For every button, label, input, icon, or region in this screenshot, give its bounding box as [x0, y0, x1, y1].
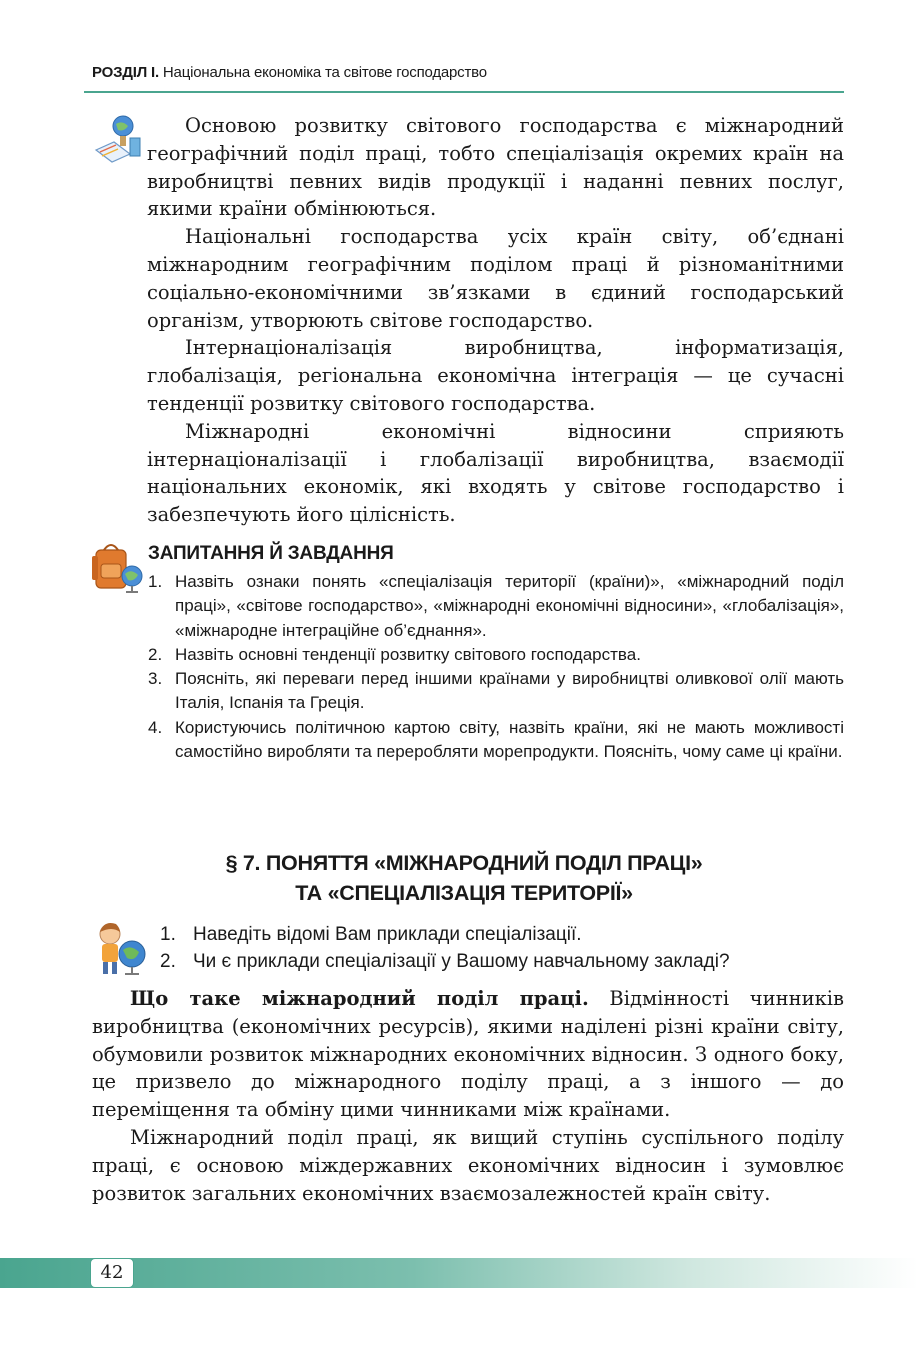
- list-item: [148, 643, 844, 667]
- item-number: 2.: [148, 644, 163, 664]
- backpack-globe-icon: [88, 538, 148, 599]
- item-text: Користуючись політичною картою світу, назвіть країни, які не мають можливості самостійно виробляти та переробляти морепродукти. Поясніть, чому саме ці країни.: [175, 717, 844, 762]
- header-section-title: Національна економіка та світове господарство: [162, 64, 487, 81]
- running-header: [92, 64, 487, 81]
- body-paragraph: [92, 985, 844, 1124]
- subheading-inline: Що таке міжнародний поділ праці.: [130, 987, 589, 1010]
- item-number: 4.: [148, 717, 163, 737]
- summary-paragraph: Міжнародні економічні відносини сприяють інтернаціоналізації і глобалізації виробництва, взаємодії національних економік, які входять у світове господарство і забезпечують його цілісність.: [147, 419, 844, 527]
- item-number: 3.: [148, 669, 163, 689]
- section-title: [84, 848, 844, 908]
- item-number: 1.: [148, 572, 163, 591]
- item-text: Назвіть ознаки понять «спеціалізація території (країни)», «міжнародний поділ праці», «світове господарство», «міжнародні економічні відносини», «глобалізація», «міжнародне інтеграційне об’єднання».: [175, 572, 844, 640]
- item-number: 2.: [160, 951, 176, 972]
- item-text: Поясніть, які переваги перед іншими країнами у виробництві оливкової олії мають Італія, Іспанія та Греція.: [175, 669, 844, 713]
- list-item: [148, 716, 844, 765]
- item-number: 1.: [160, 924, 176, 945]
- item-text: Наведіть відомі Вам приклади спеціалізації.: [193, 924, 582, 945]
- questions-list: [148, 570, 844, 764]
- list-item: [160, 921, 730, 948]
- summary-paragraph: Інтернаціоналізація виробництва, інформатизація, глобалізація, регіональна економічна інтеграція — це сучасні тенденції розвитку світового господарства.: [147, 336, 844, 415]
- list-item: [160, 948, 730, 975]
- page-number: 42: [90, 1258, 134, 1288]
- questions-heading: ЗАПИТАННЯ Й ЗАВДАННЯ: [148, 543, 394, 564]
- item-text: Назвіть основні тенденції розвитку світового господарства.: [175, 644, 641, 664]
- header-rule: [84, 91, 844, 93]
- header-section-label: РОЗДІЛ І.: [92, 64, 159, 81]
- summary-books-globe-icon: [90, 110, 146, 171]
- summary-paragraph: Основою розвитку світового господарства є міжнародний географічний поділ праці, тобто спеціалізація окремих країн на виробництві певних видів продукції і наданні певних послуг, якими країни обмінюються.: [147, 114, 844, 221]
- footer-band: [0, 1258, 918, 1288]
- item-text: Чи є приклади спеціалізації у Вашому навчальному закладі?: [193, 951, 730, 972]
- boy-globe-icon: [90, 918, 150, 983]
- section-title-line: ТА «СПЕЦІАЛІЗАЦІЯ ТЕРИТОРІЇ»: [295, 881, 633, 905]
- intro-questions: [160, 921, 730, 975]
- paragraph-text: Відмінності чинників виробництва (економічних ресурсів), якими наділені різні країни світу, обумовили розвиток міжнародних економічних відносин. З одного боку, це призвело до міжнародного поділу праці, а з іншого — до переміщення та обміну цими чинниками між країнами.: [92, 987, 844, 1122]
- summary-block: [147, 112, 844, 529]
- section-body: [92, 985, 844, 1207]
- body-paragraph: Міжнародний поділ праці, як вищий ступінь суспільного поділу праці, є основою міждержавних економічних відносин і зумовлює розвиток загальних економічних взаємозалежностей країн світу.: [92, 1125, 844, 1205]
- summary-paragraph: Національні господарства усіх країн світу, об’єднані міжнародним географічним поділом праці й різноманітними соціально-економічними зв’язками в єдиний господарський організм, утворюють світове господарство.: [147, 225, 844, 332]
- list-item: [148, 570, 844, 643]
- section-title-line: § 7. ПОНЯТТЯ «МІЖНАРОДНИЙ ПОДІЛ ПРАЦІ»: [225, 851, 703, 875]
- list-item: [148, 667, 844, 716]
